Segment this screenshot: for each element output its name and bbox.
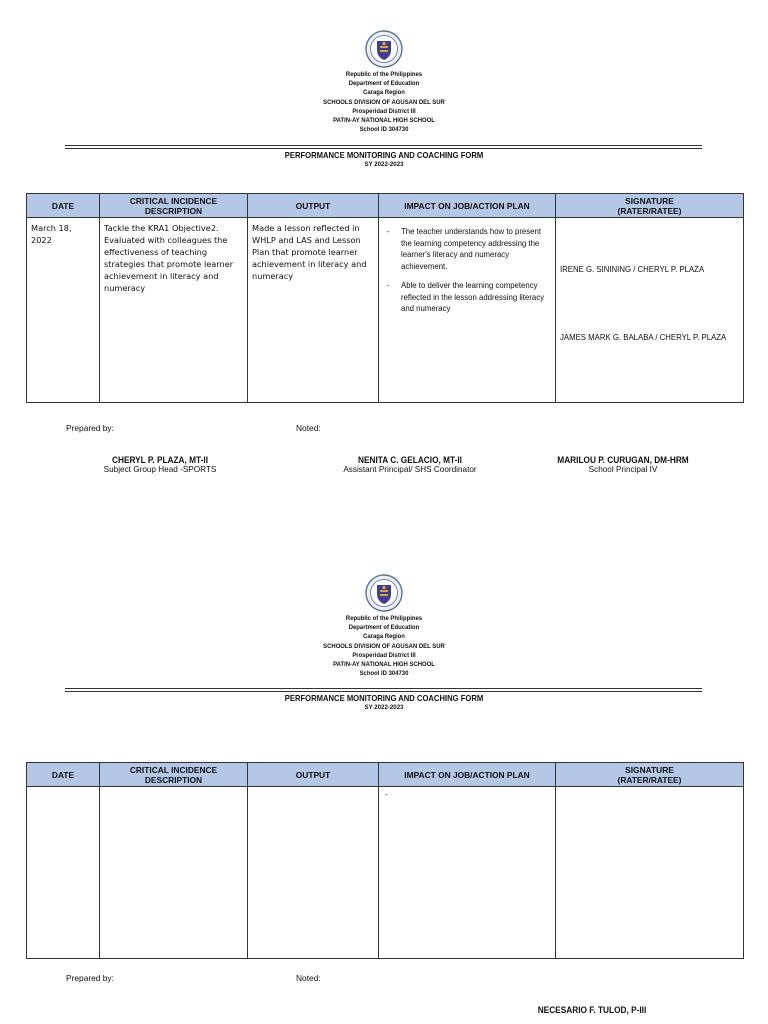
col-critical bbox=[100, 763, 248, 787]
noted2-name: MARILOU P. CURUGAN, DM-HRM bbox=[557, 455, 689, 465]
output-cell: Made a lesson reflected in WHLP and LAS and Lesson Plan that promote learner achievement in literacy and numeracy bbox=[248, 218, 379, 403]
agency-header bbox=[38, 70, 729, 134]
deped-seal-icon bbox=[365, 574, 403, 612]
header-line: Prosperidad District III bbox=[352, 651, 416, 659]
signature-cell bbox=[556, 787, 744, 959]
col-critical-line1: CRITICAL INCIDENCE bbox=[129, 764, 218, 775]
deped-seal-icon bbox=[365, 30, 403, 68]
noted-label: Noted: bbox=[296, 423, 321, 433]
second-signatory-name: NECESARIO F. TULOD, P-III bbox=[537, 1005, 647, 1015]
col-date: DATE bbox=[27, 194, 100, 218]
header-line: PATIN-AY NATIONAL HIGH SCHOOL bbox=[333, 117, 435, 125]
header-line: SCHOOLS DIVISION OF AGUSAN DEL SUR bbox=[323, 98, 445, 106]
col-signature bbox=[556, 763, 744, 787]
header-line: Department of Education bbox=[348, 80, 420, 88]
header-line: PATIN-AY NATIONAL HIGH SCHOOL bbox=[333, 661, 435, 669]
signature-cell bbox=[556, 218, 744, 403]
divider bbox=[65, 145, 702, 146]
impact-dash: - bbox=[385, 790, 388, 799]
header-line: SCHOOLS DIVISION OF AGUSAN DEL SUR bbox=[323, 642, 445, 650]
noted-label: Noted: bbox=[296, 973, 321, 983]
noted1-name: NENITA C. GELACIO, MT-II bbox=[358, 455, 462, 465]
noted1-block bbox=[310, 455, 510, 474]
impact-list bbox=[383, 226, 551, 315]
impact-cell bbox=[379, 218, 556, 403]
col-critical bbox=[100, 194, 248, 218]
date-cell bbox=[27, 787, 100, 959]
divider bbox=[65, 688, 702, 689]
preparer-block bbox=[60, 455, 260, 474]
header-line: Prosperidad District III bbox=[352, 107, 416, 115]
header-line: Republic of the Philippines bbox=[345, 71, 423, 78]
divider bbox=[65, 691, 702, 692]
col-impact: IMPACT ON JOB/ACTION PLAN bbox=[379, 194, 556, 218]
col-signature-line1: SIGNATURE bbox=[625, 764, 674, 775]
critical-cell: Tackle the KRA1 Objective2. Evaluated with colleagues the effectiveness of teaching strategies that promote learner achievement in literacy and numeracy bbox=[100, 218, 248, 403]
col-critical-line1: CRITICAL INCIDENCE bbox=[129, 195, 218, 206]
header-line: Republic of the Philippines bbox=[345, 615, 423, 622]
header-line: School ID 304730 bbox=[359, 126, 409, 134]
header-line: Caraga Region bbox=[363, 89, 405, 97]
coaching-table bbox=[26, 193, 744, 403]
col-signature-line2: (RATER/RATEE) bbox=[617, 774, 682, 785]
header-line: Department of Education bbox=[348, 624, 420, 632]
impact-cell bbox=[379, 787, 556, 959]
col-critical-line2: DESCRIPTION bbox=[144, 774, 203, 785]
list-item: - The teacher understands how to present the learning competency addressing the learner's literacy and numeracy achievement. bbox=[387, 227, 541, 271]
noted2-role: School Principal IV bbox=[588, 465, 658, 474]
table-header-row bbox=[27, 194, 744, 218]
col-critical-line2: DESCRIPTION bbox=[144, 205, 203, 216]
divider bbox=[65, 148, 702, 149]
form-title: PERFORMANCE MONITORING AND COACHING FORM bbox=[284, 693, 484, 703]
col-output: OUTPUT bbox=[248, 194, 379, 218]
second-signatory-block bbox=[492, 1005, 692, 1015]
col-signature bbox=[556, 194, 744, 218]
preparer-name: CHERYL P. PLAZA, MT-II bbox=[112, 455, 208, 465]
prepared-by-label: Prepared by: bbox=[66, 973, 114, 983]
form-title: PERFORMANCE MONITORING AND COACHING FORM bbox=[284, 150, 484, 160]
header-line: Caraga Region bbox=[363, 633, 405, 641]
signature-line: IRENE G. SININING / CHERYL P. PLAZA bbox=[560, 265, 705, 274]
col-signature-line1: SIGNATURE bbox=[625, 195, 674, 206]
table-row bbox=[27, 787, 744, 959]
school-year: SY 2022-2023 bbox=[364, 161, 404, 168]
col-impact: IMPACT ON JOB/ACTION PLAN bbox=[379, 763, 556, 787]
agency-header bbox=[38, 614, 729, 678]
header-line: School ID 304730 bbox=[359, 670, 409, 678]
coaching-table bbox=[26, 762, 744, 959]
signature-line: JAMES MARK G. BALABA / CHERYL P. PLAZA bbox=[560, 333, 727, 342]
table-header-row bbox=[27, 763, 744, 787]
critical-cell bbox=[100, 787, 248, 959]
prepared-by-label: Prepared by: bbox=[66, 423, 114, 433]
col-date: DATE bbox=[27, 763, 100, 787]
preparer-role: Subject Group Head -SPORTS bbox=[103, 465, 217, 474]
date-cell: March 18, 2022 bbox=[27, 218, 100, 403]
col-signature-line2: (RATER/RATEE) bbox=[617, 205, 682, 216]
table-row bbox=[27, 218, 744, 403]
noted1-role: Assistant Principal/ SHS Coordinator bbox=[343, 465, 477, 474]
list-item: - Able to deliver the learning competency reflected in the lesson addressing literacy and numeracy bbox=[387, 281, 545, 313]
output-cell bbox=[248, 787, 379, 959]
col-output: OUTPUT bbox=[248, 763, 379, 787]
noted2-block bbox=[523, 455, 723, 474]
school-year: SY 2022-2023 bbox=[364, 704, 404, 711]
